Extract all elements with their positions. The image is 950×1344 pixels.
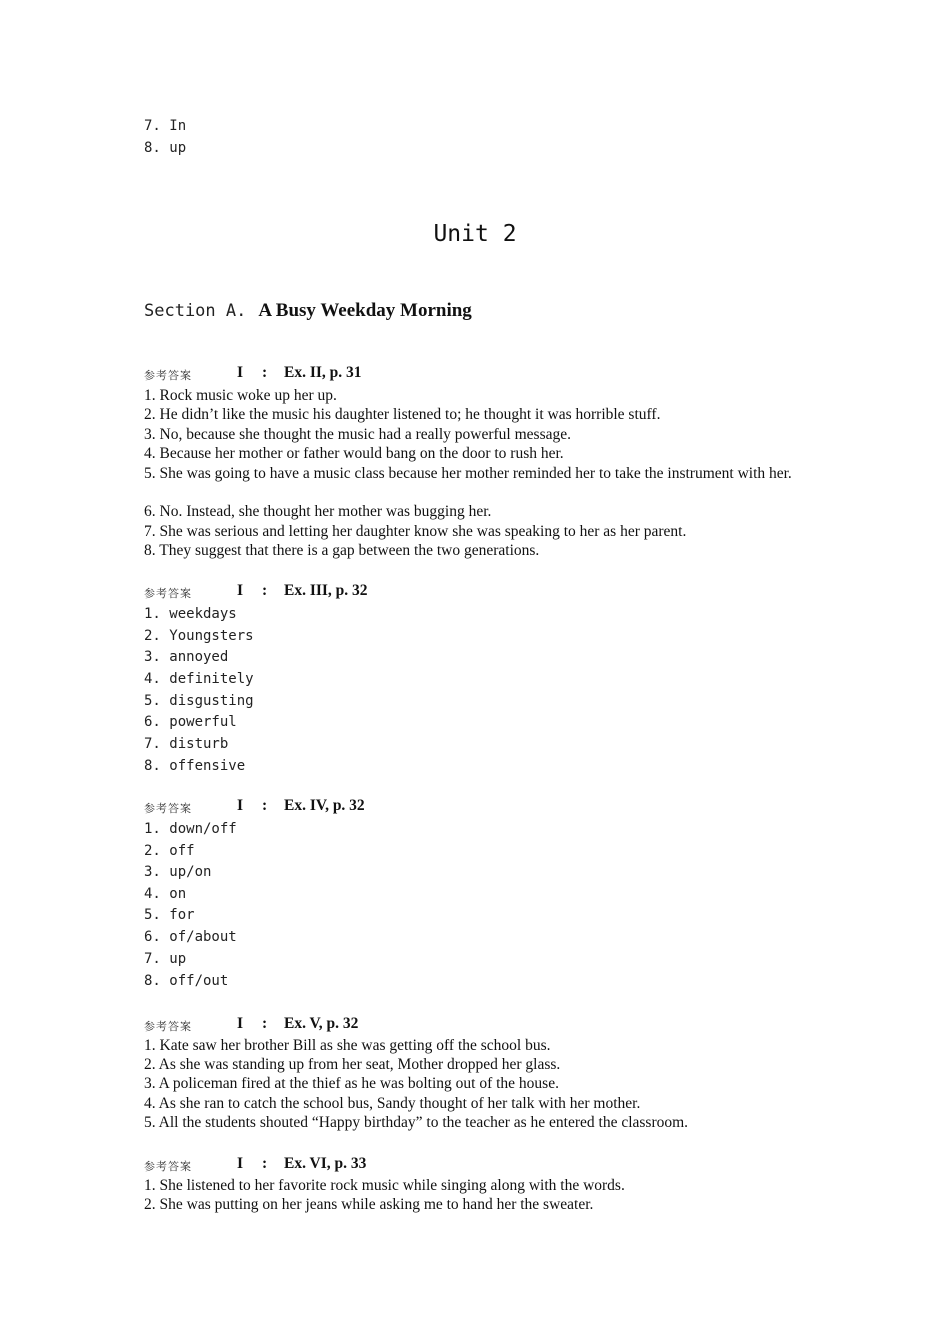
list-item: 8. They suggest that there is a gap between the two generations. (144, 542, 540, 559)
list-item: 3. No, because she thought the music had a really powerful message. (144, 426, 571, 443)
exercise-header (144, 582, 368, 602)
list-item: 1. down/off (144, 821, 237, 837)
list-item: 6. of/about (144, 929, 237, 945)
list-item: 2. As she was standing up from her seat, Mother dropped her glass. (144, 1056, 561, 1073)
exercise-mark: I (237, 582, 244, 599)
exercise-header (144, 797, 365, 817)
exercise-colon: : (262, 364, 268, 381)
list-item: 3. annoyed (144, 649, 229, 665)
exercise-header (144, 1155, 367, 1175)
exercise-heading: Ex. III, p. 32 (284, 582, 368, 599)
exercise-tag: 参考答案 (144, 587, 192, 600)
exercise-heading: Ex. II, p. 31 (284, 364, 362, 381)
list-item-text: 5. She was going to have a music class because her mother reminded her to take the instrument with her. (144, 465, 792, 482)
exercise-heading: Ex. V, p. 32 (284, 1015, 359, 1032)
list-item (144, 464, 814, 484)
list-item: 2. She was putting on her jeans while asking me to hand her the sweater. (144, 1196, 594, 1213)
exercise-colon: : (262, 1155, 268, 1172)
list-item: 1. She listened to her favorite rock music while singing along with the words. (144, 1177, 625, 1194)
list-item: 8. off/out (144, 973, 229, 989)
exercise-tag: 参考答案 (144, 1020, 192, 1033)
exercise-mark: I (237, 1155, 244, 1172)
list-item: 7. In (144, 118, 187, 134)
exercise-mark: I (237, 1015, 244, 1032)
exercise-mark: I (237, 364, 244, 381)
section-heading (144, 300, 472, 322)
list-item: 1. weekdays (144, 606, 237, 622)
list-item: 4. Because her mother or father would bang on the door to rush her. (144, 445, 564, 462)
exercise-mark: I (237, 797, 244, 814)
exercise-colon: : (262, 582, 268, 599)
list-item: 4. on (144, 886, 187, 902)
list-item: 4. As she ran to catch the school bus, Sandy thought of her talk with her mother. (144, 1095, 641, 1112)
list-item: 5. disgusting (144, 693, 254, 709)
exercise-colon: : (262, 1015, 268, 1032)
exercise-header (144, 364, 362, 384)
exercise-tag: 参考答案 (144, 802, 192, 815)
list-item: 1. Kate saw her brother Bill as she was getting off the school bus. (144, 1037, 551, 1054)
list-item: 5. All the students shouted “Happy birthday” to the teacher as he entered the classroom. (144, 1114, 689, 1131)
list-item: 6. powerful (144, 714, 237, 730)
exercise-tag: 参考答案 (144, 1160, 192, 1173)
list-item: 6. No. Instead, she thought her mother was bugging her. (144, 503, 492, 520)
list-item: 5. for (144, 907, 195, 923)
list-item: 4. definitely (144, 671, 254, 687)
exercise-colon: : (262, 797, 268, 814)
list-item: 7. She was serious and letting her daughter know she was speaking to her as her parent. (144, 523, 687, 540)
unit-title: Unit 2 (433, 221, 517, 247)
exercise-header (144, 1015, 359, 1035)
list-item: 7. disturb (144, 736, 229, 752)
list-item: 7. up (144, 951, 187, 967)
list-item: 3. A policeman fired at the thief as he was bolting out of the house. (144, 1075, 559, 1092)
list-item: 2. Youngsters (144, 628, 254, 644)
section-title: A Busy Weekday Morning (258, 300, 472, 321)
list-item: 8. offensive (144, 758, 246, 774)
list-item: 2. off (144, 843, 195, 859)
section-label: Section A. (144, 301, 247, 321)
exercise-heading: Ex. IV, p. 32 (284, 797, 365, 814)
exercise-tag: 参考答案 (144, 369, 192, 382)
exercise-heading: Ex. VI, p. 33 (284, 1155, 367, 1172)
list-item: 2. He didn’t like the music his daughter listened to; he thought it was horrible stuff. (144, 406, 661, 423)
list-item: 1. Rock music woke up her up. (144, 387, 337, 404)
list-item: 8. up (144, 140, 187, 156)
list-item: 3. up/on (144, 864, 212, 880)
